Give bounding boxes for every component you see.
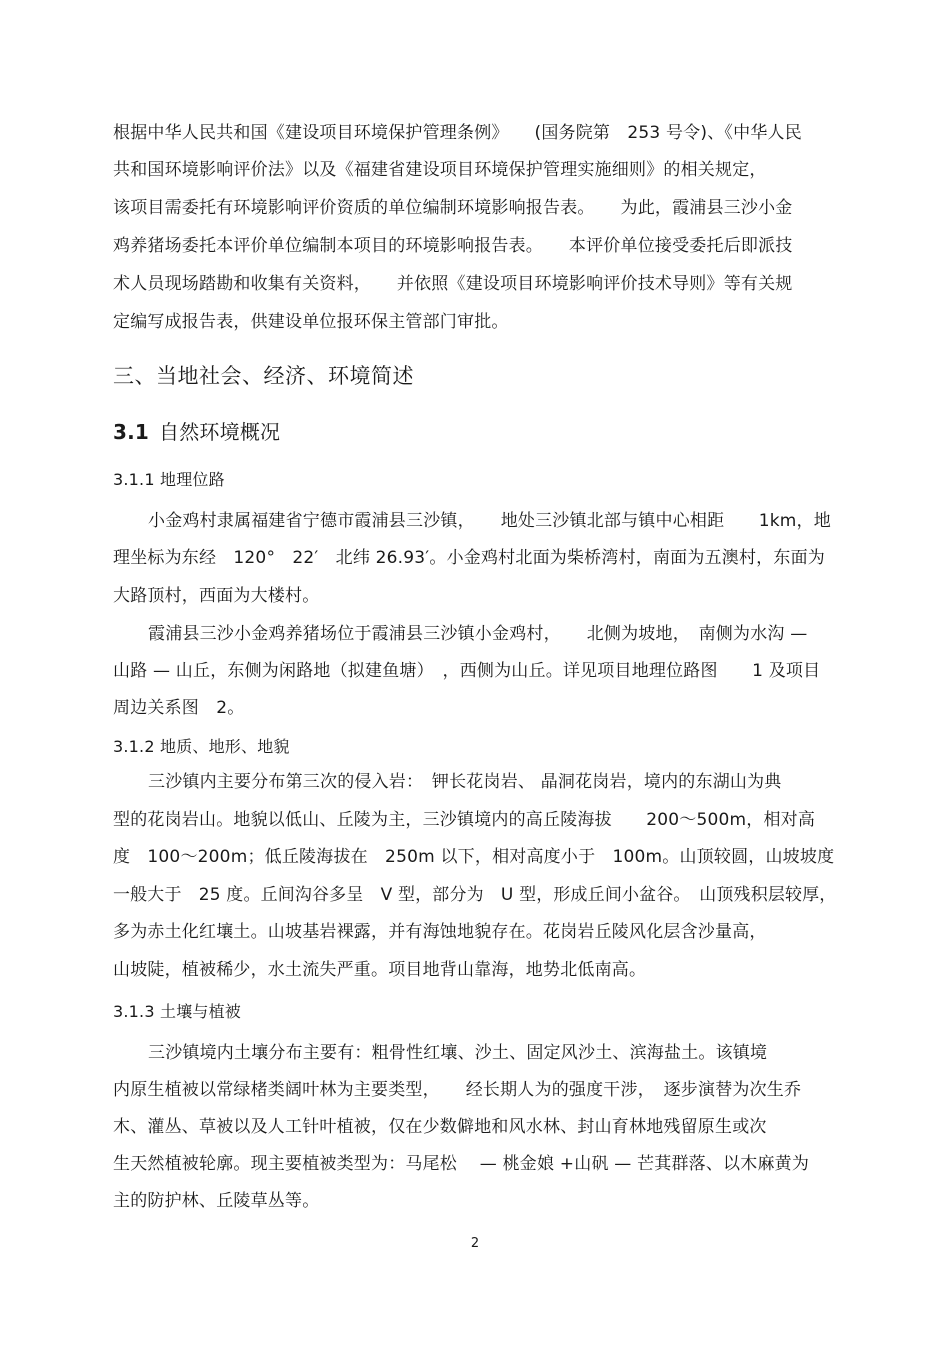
para-312-line-1: 三沙镇内主要分布第三次的侵入岩： 钾长花岗岩、 晶洞花岗岩，境内的东湖山为典 [148,772,782,792]
para-312-line-6: 山坡陡，植被稀少，水土流失严重。项目地背山靠海，地势北低南高。 [113,960,647,980]
section-3-1-1-heading: 3.1.1 地理位路 [113,470,225,489]
section-3-1-3-heading: 3.1.3 土壤与植被 [113,1002,241,1021]
para-311b-line-3: 周边关系图 2。 [113,698,245,718]
section-3-1-heading [113,420,280,444]
section-3-1-title: 自然环境概况 [159,420,281,444]
para-312-line-3: 度 100～200m；低丘陵海拔在 250m 以下，相对高度小于 100m。山顶较圆，山坡坡度 [113,847,835,867]
para-311a-line-2: 理坐标为东经 120° 22′ 北纬 26.93′。小金鸡村北面为柴桥湾村，南面为五澳村，东面为 [113,548,825,568]
para-313-line-4: 生天然植被轮廓。现主要植被类型为：马尾松 — 桃金娘 +山矾 — 芒萁群落、以木麻黄为 [113,1154,810,1174]
para-313-line-2: 内原生植被以常绿楮类阔叶林为主要类型， 经长期人为的强度干涉， 逐步演替为次生乔 [113,1080,802,1100]
intro-line-6: 定编写成报告表，供建设单位报环保主管部门审批。 [113,312,509,332]
intro-line-4: 鸡养猪场委托本评价单位编制本项目的环境影响报告表。 本评价单位接受委托后即派技 [113,236,793,256]
section-3-heading: 三、当地社会、经济、环境简述 [113,364,414,388]
para-311b-line-2: 山路 — 山丘，东侧为闲路地（拟建鱼塘） ，西侧为山丘。详见项目地理位路图 1 及项目 [113,661,821,681]
page-number: 2 [470,1236,480,1251]
para-313-line-3: 木、灌丛、草被以及人工针叶植被，仅在少数僻地和风水林、封山育林地残留原生或次 [113,1117,767,1137]
para-311b-line-1: 霞浦县三沙小金鸡养猪场位于霞浦县三沙镇小金鸡村， 北侧为坡地， 南侧为水沟 — [148,624,808,644]
para-313-line-5: 主的防护林、丘陵草丛等。 [113,1191,320,1211]
section-3-1-2-heading: 3.1.2 地质、地形、地貌 [113,737,290,756]
intro-line-3: 该项目需委托有环境影响评价资质的单位编制环境影响报告表。 为此，霞浦县三沙小金 [113,198,793,218]
section-3-1-number: 3.1 [113,420,150,444]
para-312-line-5: 多为赤土化红壤土。山坡基岩裸露，并有海蚀地貌存在。花岗岩丘陵风化层含沙量高， [113,922,767,942]
para-311a-line-3: 大路顶村，西面为大楼村。 [113,586,320,606]
para-311a-line-1: 小金鸡村隶属福建省宁德市霞浦县三沙镇， 地处三沙镇北部与镇中心相距 1km，地 [148,511,831,531]
intro-line-1: 根据中华人民共和国《建设项目环境保护管理条例》 (国务院第 253 号令)、《中华人民 [113,123,802,143]
para-313-line-1: 三沙镇境内土壤分布主要有：粗骨性红壤、沙土、固定风沙土、滨海盐土。该镇境 [148,1043,768,1063]
intro-line-2: 共和国环境影响评价法》以及《福建省建设项目环境保护管理实施细则》的相关规定， [113,160,767,180]
para-312-line-2: 型的花岗岩山。地貌以低山、丘陵为主，三沙镇境内的高丘陵海拔 200～500m，相对高 [113,810,816,830]
para-312-line-4: 一般大于 25 度。丘间沟谷多呈 V 型，部分为 U 型，形成丘间小盆谷。 山顶残积层较厚， [113,885,837,905]
intro-line-5: 术人员现场踏勘和收集有关资料， 并依照《建设项目环境影响评价技术导则》等有关规 [113,274,793,294]
